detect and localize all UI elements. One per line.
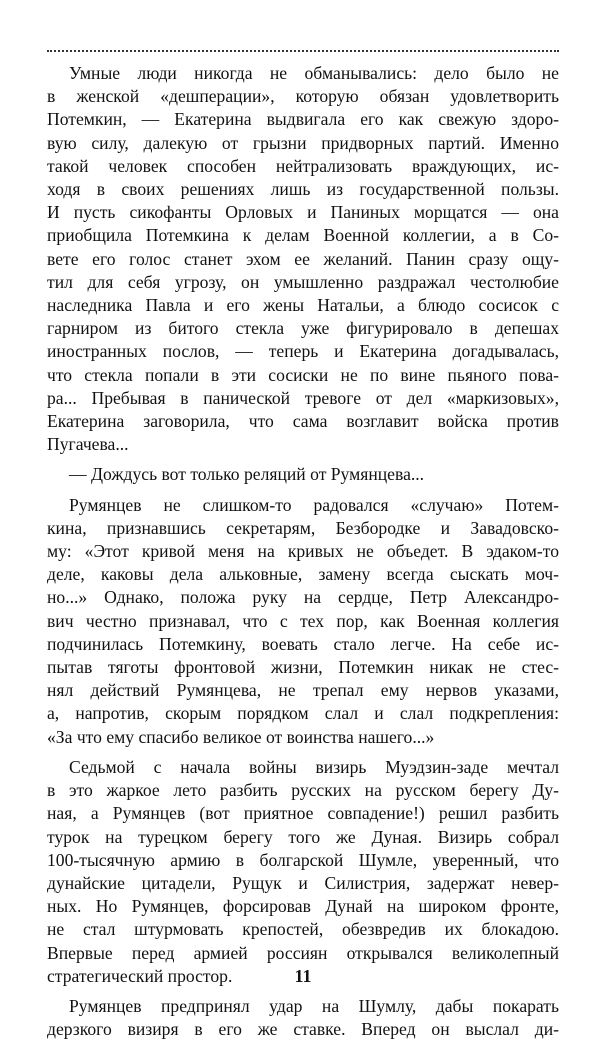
page-number: 11 bbox=[294, 966, 312, 986]
text-line: ходя в своих решениях лишь из государственной пользы. bbox=[47, 179, 559, 200]
text-line: Впервые перед армией россиян открывался великолепный bbox=[47, 942, 559, 963]
text-line: Екатерина заговорила, что сама возглавит войска против bbox=[47, 411, 559, 432]
text-line: пытав тяготы фронтовой жизни, Потемкин никак не стес- bbox=[47, 657, 559, 678]
text-line: Пугачева... bbox=[47, 434, 129, 455]
text-line: вете его голос станет эхом ее желаний. Панин сразу ощу- bbox=[47, 248, 559, 269]
text-line: а, напротив, скорым порядком слал и слал подкрепления: bbox=[47, 703, 559, 724]
text-line: Седьмой с начала войны визирь Муэдзин-заде мечтал bbox=[69, 756, 559, 777]
text-line: му: «Этот кривой меня на кривых не объедет. В эдаком-то bbox=[47, 541, 559, 562]
paragraph bbox=[47, 463, 559, 486]
text-line: гарниром из битого стекла уже фигурировало в депешах bbox=[47, 318, 559, 339]
text-line: вую силу, далекую от грызни придворных партий. Именно bbox=[47, 132, 559, 153]
page-body bbox=[47, 62, 559, 1048]
text-line: но...» Однако, положа руку на сердце, Петр Александро- bbox=[47, 587, 559, 608]
text-line: 100-тысячную армию в болгарской Шумле, уверенный, что bbox=[47, 849, 559, 870]
text-line: иностранных послов, — теперь и Екатерина догадывалась, bbox=[47, 341, 559, 362]
text-line: дерзкого визиря в его же ставке. Вперед он выслал ди- bbox=[47, 1019, 559, 1040]
paragraph bbox=[47, 62, 559, 456]
text-line: И пусть сикофанты Орловых и Паниных морщатся — она bbox=[47, 202, 559, 223]
text-line: что стекла попали в эти сосиски не по вине пьяного пова- bbox=[47, 364, 559, 385]
text-line: стратегический простор. bbox=[47, 965, 233, 986]
text-line: подчинилась Потемкину, воевать стало легче. На себе ис- bbox=[47, 633, 559, 654]
text-line: Румянцев не слишком-то радовался «случаю» Потем- bbox=[69, 494, 559, 515]
paragraph bbox=[47, 995, 559, 1041]
text-line: «За что ему спасибо великое от воинства нашего...» bbox=[47, 726, 435, 747]
text-line: тил для себя угрозу, он умышленно раздражал честолюбие bbox=[47, 271, 559, 292]
paragraph bbox=[47, 756, 559, 988]
text-line: — Дождусь вот только реляций от Румянцева... bbox=[69, 464, 425, 485]
text-line: Умные люди никогда не обманывались: дело было не bbox=[69, 63, 559, 83]
text-line: приобщила Потемкина к делам Военной коллегии, а в Со- bbox=[47, 225, 559, 246]
text-line: ных. Но Румянцев, форсировав Дунай на широком фронте, bbox=[47, 896, 559, 917]
text-line: ра... Пребывая в панической тревоге от дел «маркизовых», bbox=[47, 387, 559, 408]
text-line: кина, признавшись секретарям, Безбородке и Завадовско- bbox=[47, 517, 559, 538]
text-line: турок на турецком берегу того же Дуная. Визирь собрал bbox=[47, 826, 559, 847]
text-line: ная, а Румянцев (вот приятное совпадение!) решил разбить bbox=[47, 803, 559, 824]
text-line: деле, каковы дела альковные, замену всегда сыскать моч- bbox=[47, 564, 559, 585]
text-line: нял действий Румянцева, не трепал ему нервов указами, bbox=[47, 680, 559, 701]
text-line: Румянцев предпринял удар на Шумлу, дабы покарать bbox=[69, 995, 559, 1016]
text-line: дунайские цитадели, Рущук и Силистрия, задержат невер- bbox=[47, 872, 559, 893]
text-line: в это жаркое лето разбить русских на русском берегу Ду- bbox=[47, 780, 559, 801]
text-line: Потемкин, — Екатерина выдвигала его как свежую здоро- bbox=[47, 109, 559, 130]
header-dotted-rule bbox=[47, 50, 559, 52]
paragraph bbox=[47, 494, 559, 749]
text-line: такой человек способен нейтрализовать враждующих, ис- bbox=[47, 155, 559, 176]
text-line: не стал штурмовать крепостей, обезвредив их блокадою. bbox=[47, 919, 559, 940]
text-line: наследника Павла и его жены Натальи, а блюдо сосисок с bbox=[47, 295, 559, 316]
text-line: в женской «дешперации», которую обязан удовлетворить bbox=[47, 86, 559, 107]
text-line: вич честно признавал, что с тех пор, как Военная коллегия bbox=[47, 610, 559, 631]
